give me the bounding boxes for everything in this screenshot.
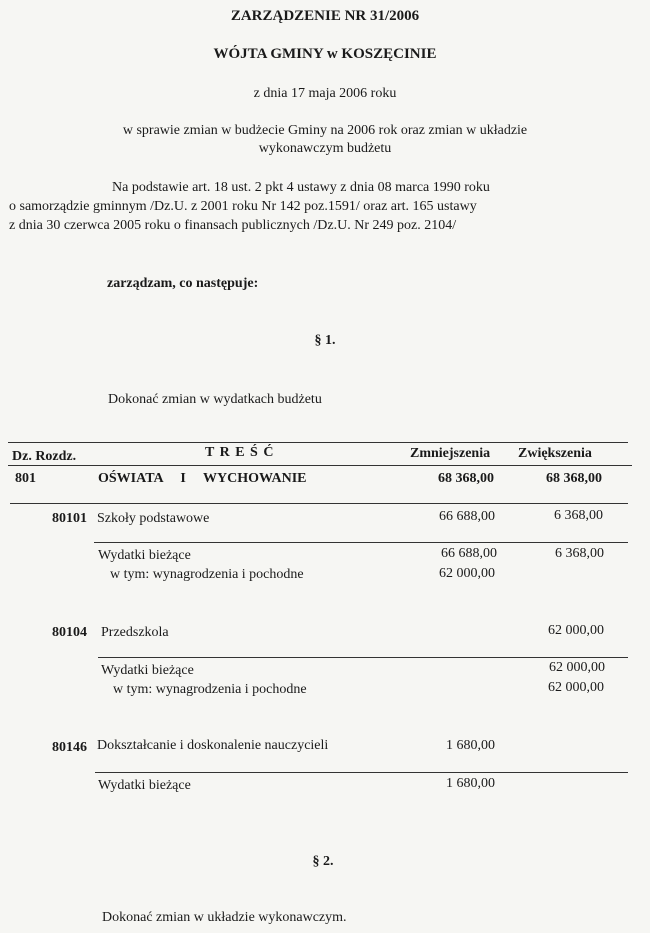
division-decrease: 68 368,00 (438, 471, 494, 486)
chapter-80104-current-increase: 62 000,00 (549, 660, 605, 675)
chapter-80146-current-label: Wydatki bieżące (98, 778, 191, 793)
chapter-80101-decrease: 66 688,00 (439, 509, 495, 524)
issuer: WÓJTA GMINY w KOSZĘCINIE (213, 46, 437, 62)
header-bottom-rule (8, 465, 632, 466)
document-date: z dnia 17 maja 2006 roku (253, 86, 397, 101)
basis-line-1: Na podstawie art. 18 ust. 2 pkt 4 ustawy z dnia 08 marca 1990 roku (112, 180, 490, 195)
chapter-80101-wages-decrease: 62 000,00 (439, 566, 495, 581)
chapter-80104-current-label: Wydatki bieżące (101, 663, 194, 678)
chapter-80146-decrease: 1 680,00 (446, 738, 495, 753)
col-header-increase: Zwiększenia (518, 446, 592, 461)
table-top-rule (8, 442, 628, 443)
chapter-80146-code: 80146 (52, 740, 87, 755)
chapter-80146-name: Dokształcanie i doskonalenie nauczycieli (97, 738, 329, 753)
chapter-80101-current-label: Wydatki bieżące (98, 548, 191, 563)
section-1-mark: § 1. (314, 333, 336, 348)
order-statement: zarządzam, co następuje: (107, 276, 259, 291)
chapter-80101-current-increase: 6 368,00 (555, 546, 604, 561)
chapter-80101-increase: 6 368,00 (554, 508, 603, 523)
col-header-dz-rozdz: Dz. Rozdz. (12, 449, 77, 464)
chapter-80104-rule (98, 657, 628, 658)
basis-line-2: o samorządzie gminnym /Dz.U. z 2001 roku Nr 142 poz.1591/ oraz art. 165 ustawy (9, 199, 477, 214)
division-increase: 68 368,00 (546, 471, 602, 486)
chapter-80104-wages-increase: 62 000,00 (548, 680, 604, 695)
basis-line-3: z dnia 30 czerwca 2005 roku o finansach publicznych /Dz.U. Nr 249 poz. 2104/ (9, 218, 457, 233)
section-2-mark: § 2. (312, 854, 334, 869)
chapter-80101-name: Szkoły podstawowe (97, 511, 210, 526)
division-name: OŚWIATA I WYCHOWANIE (98, 471, 307, 486)
section-2-intro: Dokonać zmian w układzie wykonawczym. (102, 910, 347, 925)
chapter-80104-wages-label: w tym: wynagrodzenia i pochodne (113, 682, 307, 697)
division-code: 801 (15, 471, 36, 486)
subject-line-2: wykonawczym budżetu (258, 141, 392, 156)
chapter-80101-wages-label: w tym: wynagrodzenia i pochodne (110, 567, 304, 582)
document-title: ZARZĄDZENIE NR 31/2006 (230, 8, 420, 24)
subject-line-1: w sprawie zmian w budżecie Gminy na 2006 rok oraz zmian w układzie (122, 123, 528, 138)
chapter-80146-rule (95, 772, 628, 773)
chapter-80104-code: 80104 (52, 625, 87, 640)
chapter-80101-rule (94, 542, 628, 543)
col-header-decrease: Zmniejszenia (410, 446, 491, 461)
section-1-intro: Dokonać zmian w wydatkach budżetu (108, 392, 322, 407)
chapter-80104-increase: 62 000,00 (548, 623, 604, 638)
division-rule (10, 503, 628, 504)
chapter-80101-code: 80101 (52, 511, 87, 526)
col-header-tresc: T R E Ś Ć (205, 445, 275, 460)
chapter-80104-name: Przedszkola (101, 625, 169, 640)
chapter-80101-current-decrease: 66 688,00 (441, 546, 497, 561)
chapter-80146-current-decrease: 1 680,00 (446, 776, 495, 791)
